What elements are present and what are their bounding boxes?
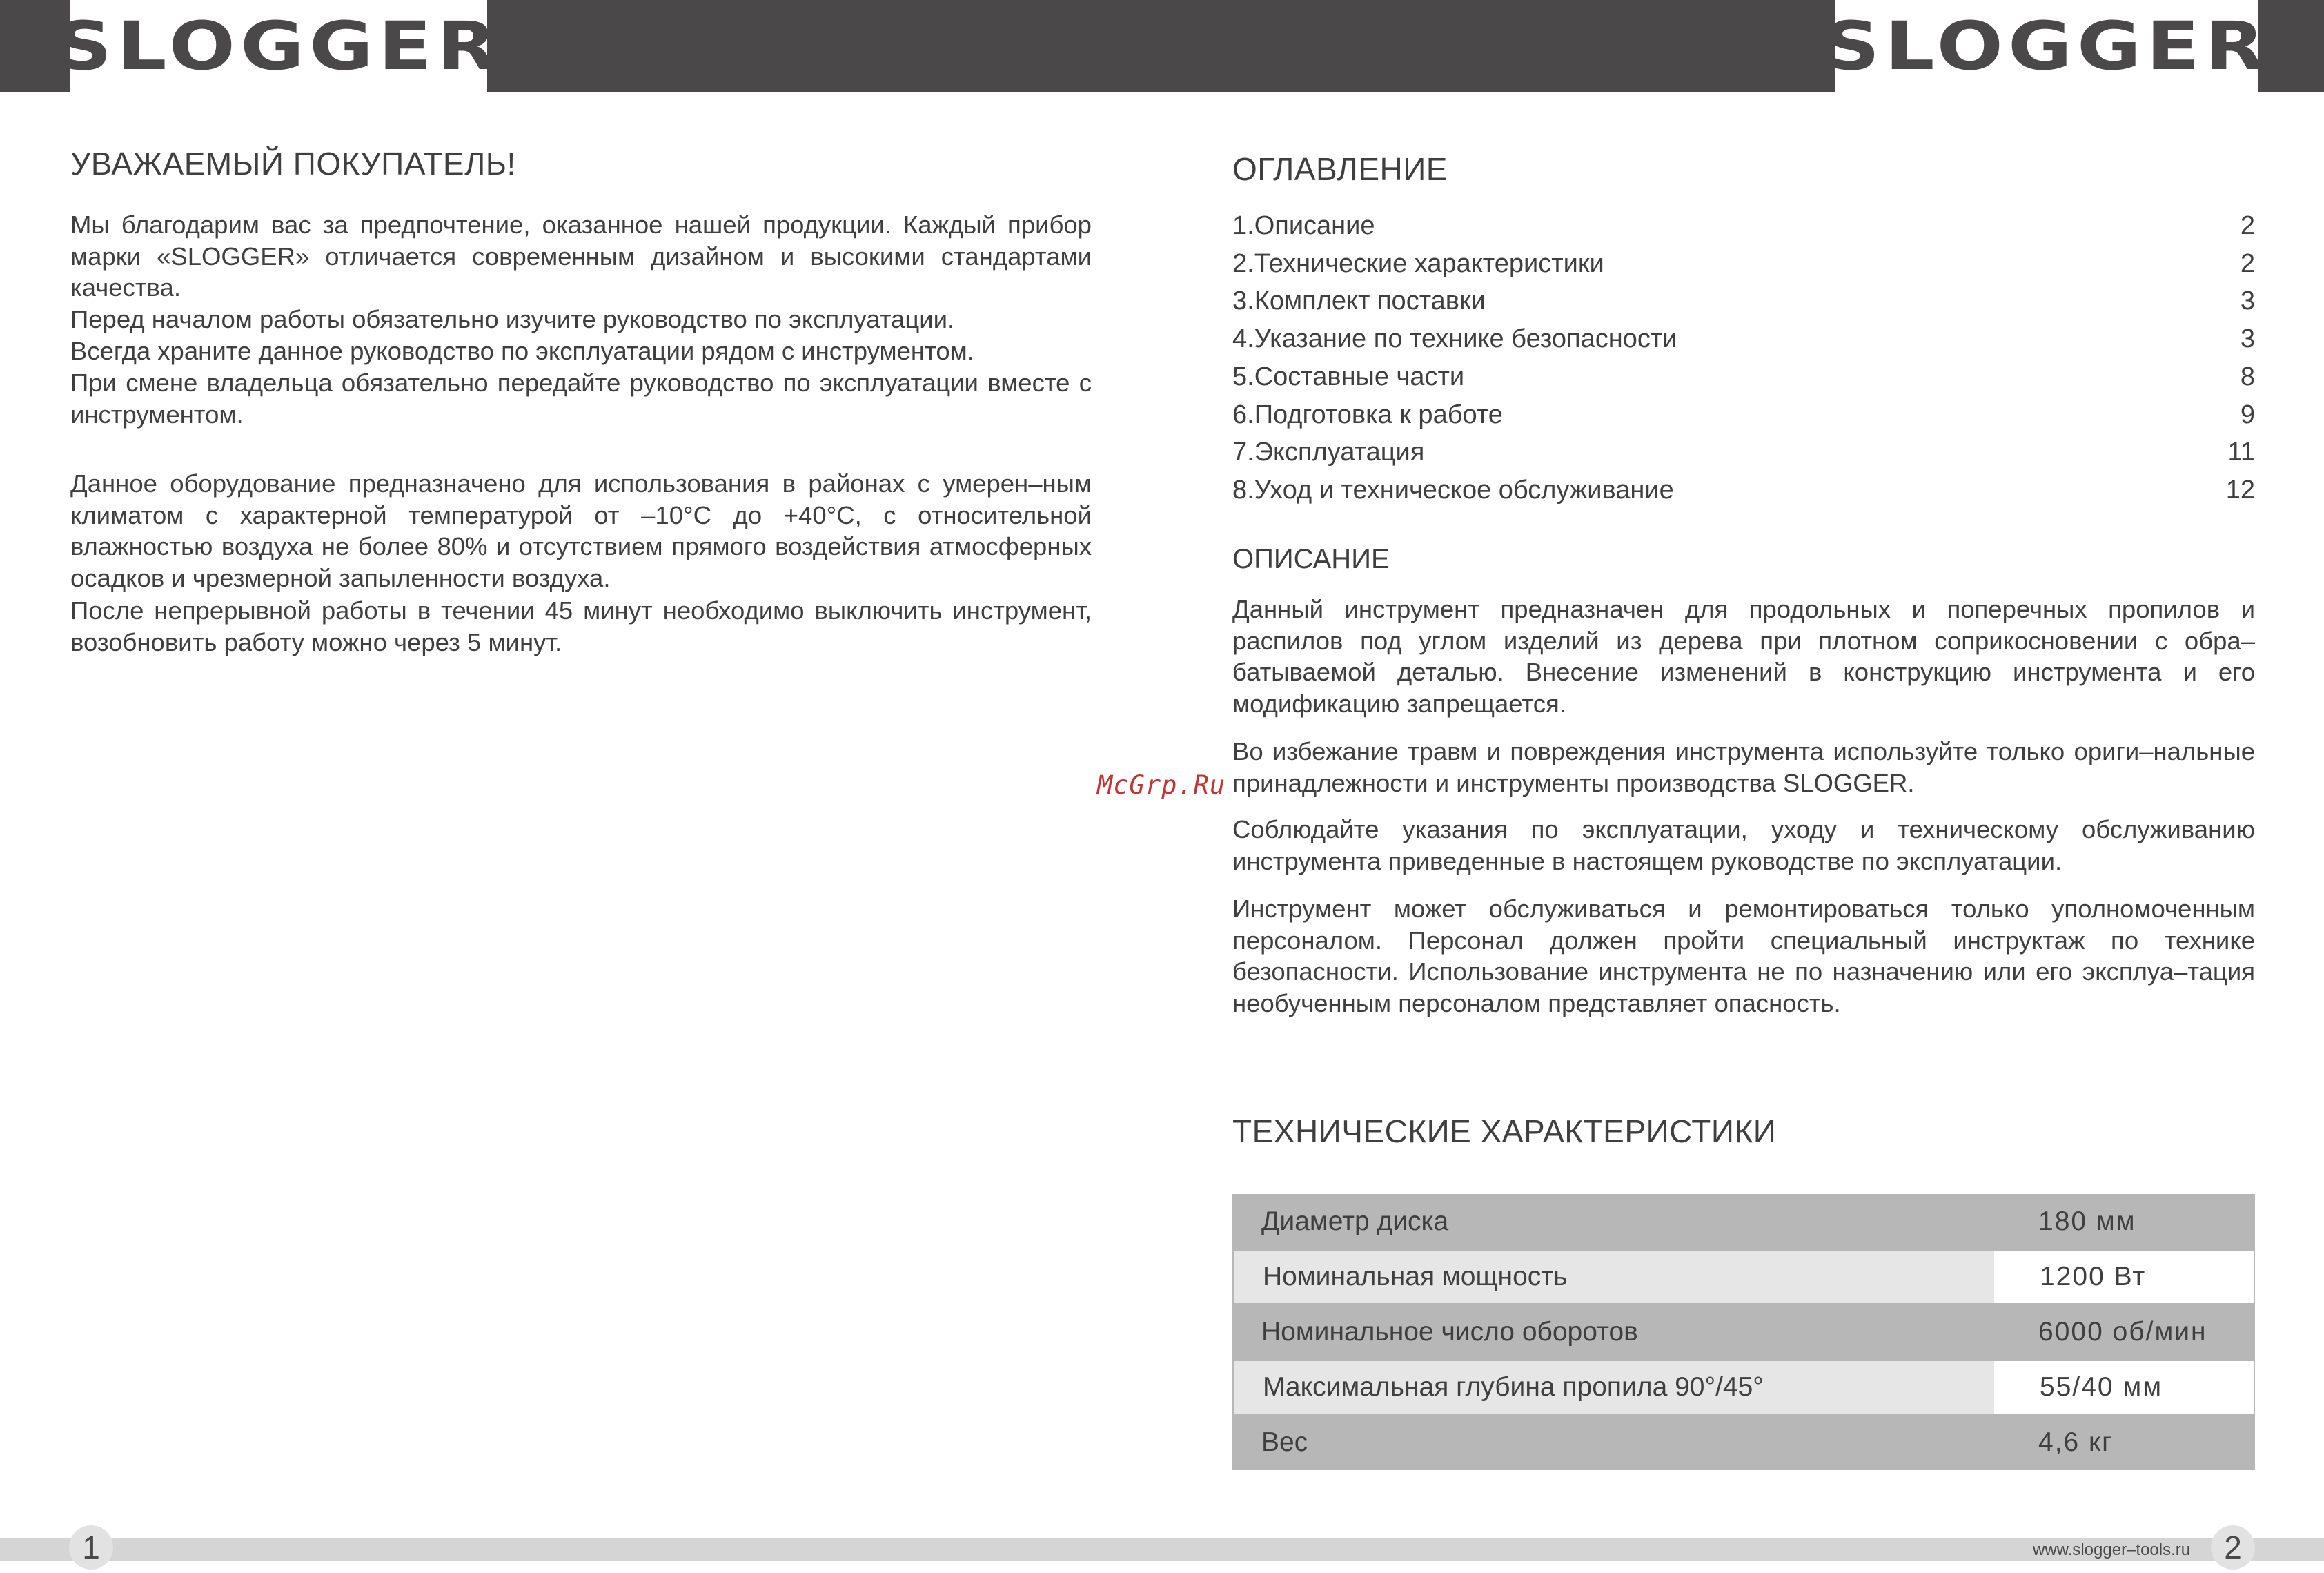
toc-item-label: 3.Комплект поставки — [1232, 286, 1486, 316]
description-paragraph-1: Данный инструмент предназначен для продольных и поперечных пропилов и распилов под углом изделий из дерева при плотном соприкосновении с обра–батываемой деталью. Внесение изменений в конструкцию инструмента и его модификацию запрещается. — [1232, 595, 2255, 718]
spec-value: 6000 об/мин — [2038, 1317, 2207, 1347]
intro-paragraph: Мы благодарим вас за предпочтение, оказанное нашей продукции. Каждый прибор марки «SLOGGER» отличается современным дизайном и высокими стандартами качества. — [70, 211, 1092, 302]
toc-item[interactable] — [1232, 358, 2255, 396]
spec-label: Максимальная глубина пропила 90°/45° — [1234, 1361, 1998, 1414]
brand-logo-right — [1823, 0, 2270, 92]
toc-item-label: 6.Подготовка к работе — [1232, 400, 1503, 429]
manual-note-2: Всегда храните данное руководство по эксплуатации рядом с инструментом. — [70, 337, 974, 365]
table-of-contents — [1232, 207, 2255, 509]
toc-item[interactable] — [1232, 320, 2255, 358]
toc-item-page: 9 — [2240, 400, 2255, 429]
spec-label: Номинальное число оборотов — [1261, 1317, 1638, 1347]
toc-item-page: 2 — [2240, 211, 2255, 240]
brand-logo-right-text: SLOGGER — [1823, 8, 2270, 85]
toc-title: ОГЛАВЛЕНИЕ — [1232, 151, 1448, 187]
toc-item[interactable] — [1232, 207, 2255, 245]
spec-label: Вес — [1261, 1427, 1308, 1457]
operation-break-paragraph: После непрерывной работы в течении 45 минут необходимо выключить инструмент, возобновить работу можно через 5 минут. — [70, 596, 1092, 656]
description-paragraph-4: Инструмент может обслуживаться и ремонтироваться только уполномоченным персоналом. Персонал должен пройти специальный инструктаж по технике безопасности. Использование инструмента не по назначению или его эксплуа–тация необученным персоналом представляет опасность. — [1232, 895, 2255, 1017]
toc-item-page: 8 — [2240, 362, 2255, 391]
toc-item-label: 4.Указание по технике безопасности — [1232, 324, 1677, 354]
brand-logo-left — [55, 0, 502, 92]
toc-item-page: 12 — [2225, 475, 2255, 505]
spec-value: 55/40 мм — [1998, 1361, 2254, 1414]
toc-item-page: 3 — [2240, 286, 2255, 316]
brand-logo-left-text: SLOGGER — [55, 8, 502, 85]
toc-item-label: 5.Составные части — [1232, 362, 1465, 391]
page-number-left: 1 — [69, 1525, 113, 1570]
toc-item-label: 8.Уход и техническое обслуживание — [1232, 475, 1674, 505]
spec-value: 1200 Вт — [1998, 1251, 2254, 1303]
description-paragraph-3: Соблюдайте указания по эксплуатации, уходу и техническому обслуживанию инструмента приведенные в настоящем руководстве по эксплуатации. — [1232, 815, 2255, 875]
footer-bar — [0, 1538, 2324, 1561]
watermark: McGrp.Ru — [1097, 770, 1226, 800]
website-link[interactable]: www.slogger–tools.ru — [2033, 1541, 2191, 1559]
table-row — [1232, 1415, 2255, 1470]
manual-note-1: Перед началом работы обязательно изучите руководство по эксплуатации. — [70, 305, 955, 333]
specs-table — [1232, 1194, 2255, 1470]
description-title: ОПИСАНИЕ — [1232, 544, 1390, 574]
toc-item-label: 1.Описание — [1232, 211, 1375, 240]
toc-item[interactable] — [1232, 433, 2255, 471]
toc-item-label: 7.Эксплуатация — [1232, 438, 1425, 467]
spec-value: 180 мм — [2038, 1206, 2136, 1236]
climate-paragraph: Данное оборудование предназначено для использования в районах с умерен–ным климатом с характерной температурой от –10°С до +40°С, с относительной влажностью воздуха не более 80% и отсутствием прямого воздействия атмосферных осадков и чрезмерной запыленности воздуха. — [70, 469, 1092, 592]
spec-value: 4,6 кг — [2038, 1427, 2114, 1457]
toc-item-label: 2.Технические характеристики — [1232, 248, 1604, 278]
toc-item[interactable] — [1232, 282, 2255, 320]
table-row — [1232, 1194, 2255, 1249]
greeting-title: УВАЖАЕМЫЙ ПОКУПАТЕЛЬ! — [70, 146, 516, 182]
toc-item-page: 11 — [2227, 438, 2255, 467]
toc-item-page: 3 — [2240, 324, 2255, 354]
specs-title: ТЕХНИЧЕСКИЕ ХАРАКТЕРИСТИКИ — [1232, 1113, 1777, 1149]
toc-item[interactable] — [1232, 245, 2255, 283]
spec-label: Номинальная мощность — [1234, 1251, 1998, 1303]
page-number-right: 2 — [2211, 1525, 2255, 1570]
spec-label: Диаметр диска — [1261, 1206, 1449, 1236]
toc-item-page: 2 — [2240, 248, 2255, 278]
toc-item[interactable] — [1232, 396, 2255, 434]
table-row — [1232, 1249, 2255, 1305]
table-row — [1232, 1360, 2255, 1415]
description-paragraph-2: Во избежание травм и повреждения инструмента используйте только ориги–нальные принадлежности и инструменты производства SLOGGER. — [1232, 737, 2255, 797]
table-row — [1232, 1305, 2255, 1360]
toc-item[interactable] — [1232, 471, 2255, 509]
manual-note-3: При смене владельца обязательно передайте руководство по эксплуатации вместе с инструментом. — [70, 369, 1092, 429]
